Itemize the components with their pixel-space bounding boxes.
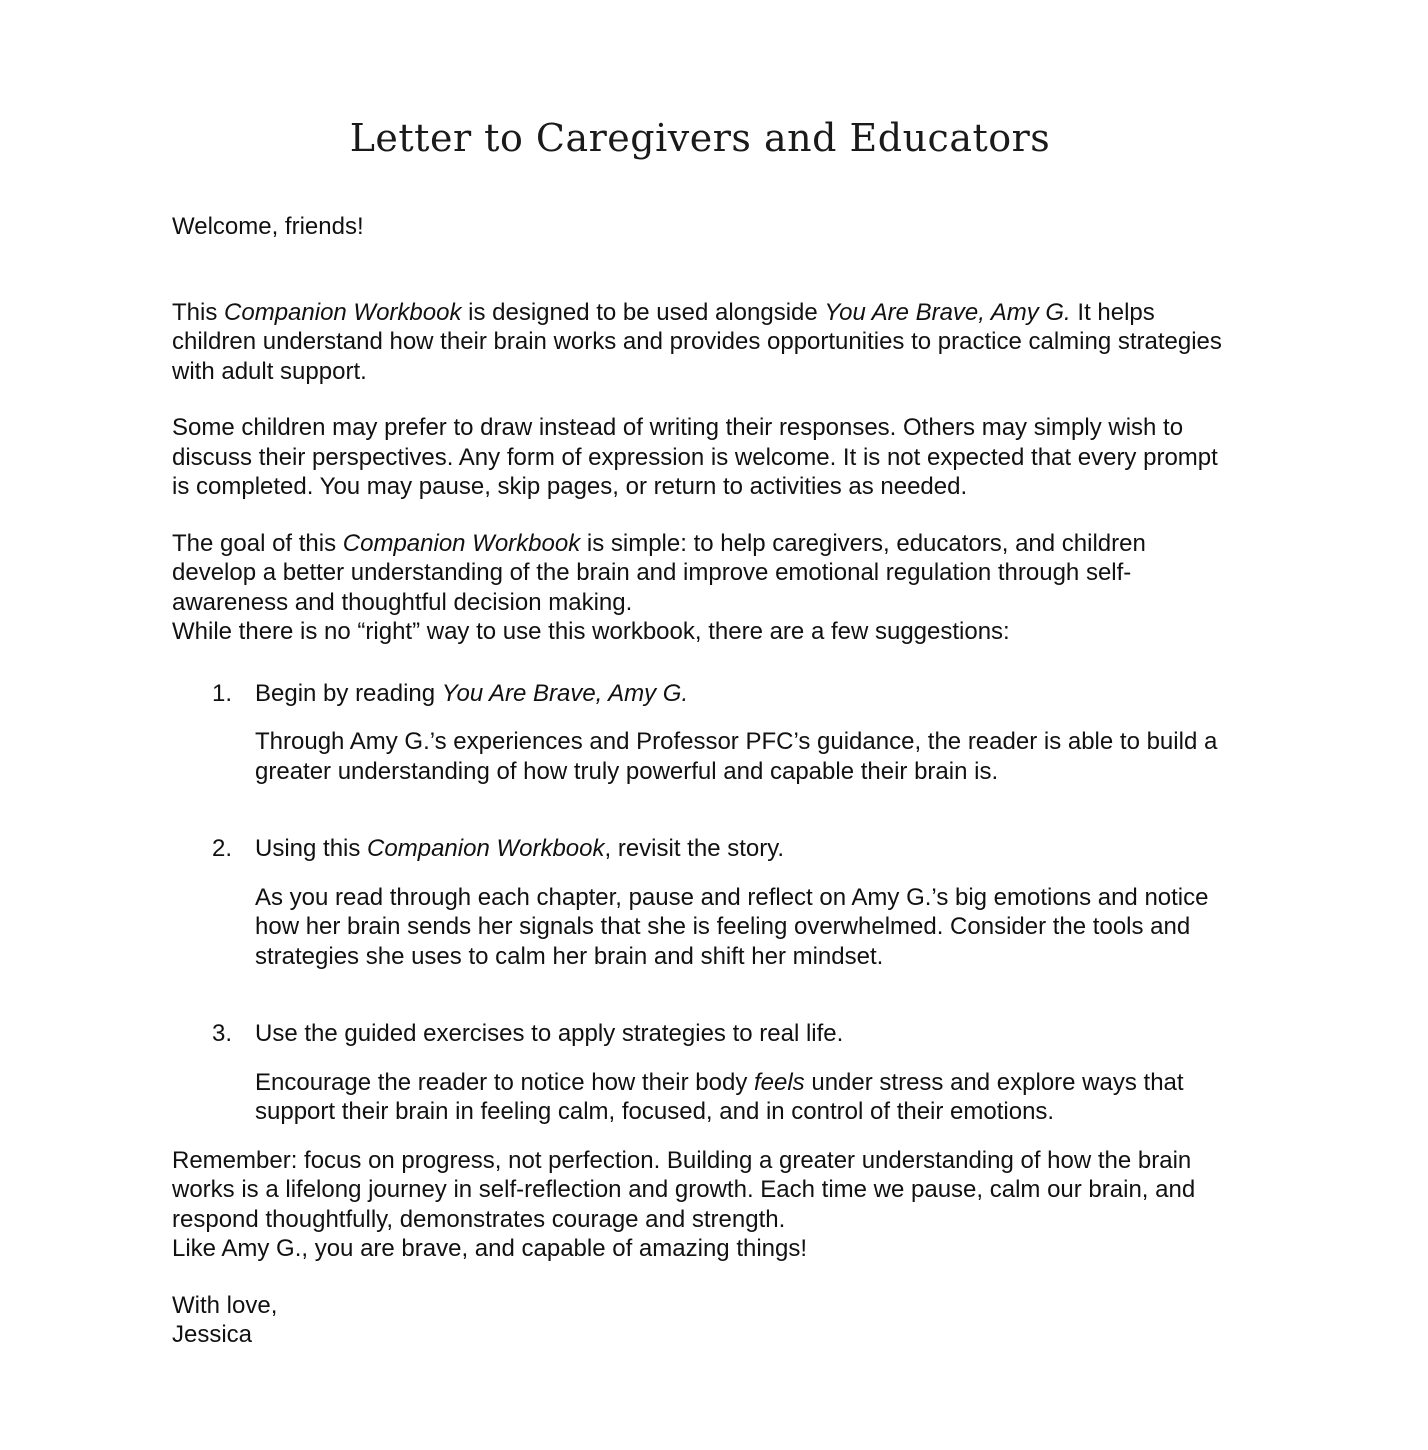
book-title: You Are Brave, Amy G. (824, 298, 1071, 326)
detail-text: As you read through each chapter, pause and reflect on Amy G.’s big emotions and notice how her brain sends her signals that she is feeling overwhelmed. Consider the tools and strategies she uses to calm her brain and shift her mindset. (255, 883, 1209, 970)
list-item-detail (255, 727, 1232, 786)
list-item-detail (255, 1068, 1232, 1127)
goal-paragraph (172, 529, 1232, 618)
suggestions-list (172, 679, 1232, 1127)
goal-workbook-title: Companion Workbook (342, 529, 581, 557)
list-item (172, 1019, 1232, 1127)
list-number: 1. (212, 679, 233, 707)
intro-text-3: It helps children understand how their brain works and provides opportunities to practice calming strategies with adult support. (172, 298, 1222, 385)
list-item-detail (255, 883, 1232, 972)
list-item (172, 679, 1232, 787)
heading-text-end: , revisit the story. (604, 835, 785, 862)
list-item-heading (255, 1019, 1232, 1049)
intro-text-1: This (172, 298, 225, 326)
heading-italic: Companion Workbook (367, 835, 605, 862)
like-amy-line: Like Amy G., you are brave, and capable of amazing things! (172, 1235, 808, 1262)
intro-text-2: is designed to be used alongside (461, 298, 825, 326)
list-item (172, 834, 1232, 971)
greeting: Welcome, friends! (172, 213, 364, 240)
list-number: 3. (212, 1020, 233, 1047)
detail-text-end: under stress and explore ways that support their brain in feeling calm, focused, and in control of their emotions. (255, 1068, 1184, 1125)
intro-paragraph (172, 298, 1232, 387)
sign-off-block (172, 1291, 1232, 1350)
goal-text-1: The goal of this (172, 529, 343, 557)
remember-paragraph: Remember: focus on progress, not perfection. Building a greater understanding of how the brain works is a lifelong journey in self-reflection and growth. Each time we pause, calm our brain, and respond thoughtfully, demonstrates courage and strength. (172, 1146, 1196, 1233)
suggestions-intro: While there is no “right” way to use this workbook, there are a few suggestions: (172, 618, 1010, 645)
heading-italic: You Are Brave, Amy G. (441, 679, 689, 707)
heading-text: Begin by reading (255, 679, 442, 707)
sign-off: With love, (172, 1291, 278, 1319)
workbook-title: Companion Workbook (224, 298, 462, 326)
goal-text-2: is simple: to help caregivers, educators, and children develop a better understanding of the brain and improve emotional regulation through self-awareness and thoughtful decision making. (172, 529, 1146, 616)
list-item-heading (255, 679, 1232, 709)
detail-italic: feels (753, 1068, 805, 1096)
letter-body (172, 212, 1232, 1350)
list-item-heading (255, 834, 1232, 864)
signature: Jessica (172, 1321, 253, 1348)
heading-text: Using this (255, 835, 368, 862)
heading-text: Use the guided exercises to apply strategies to real life. (255, 1020, 844, 1047)
detail-text: Encourage the reader to notice how their body (255, 1068, 754, 1096)
page-title: Letter to Caregivers and Educators (349, 116, 1051, 160)
expression-paragraph: Some children may prefer to draw instead of writing their responses. Others may simply wish to discuss their perspectives. Any form of expression is welcome. It is not expected that every prompt is completed. You may pause, skip pages, or return to activities as needed. (172, 414, 1218, 500)
list-number: 2. (212, 835, 233, 862)
detail-text: Through Amy G.’s experiences and Professor PFC’s guidance, the reader is able to build a greater understanding of how truly powerful and capable their brain is. (255, 728, 1218, 785)
